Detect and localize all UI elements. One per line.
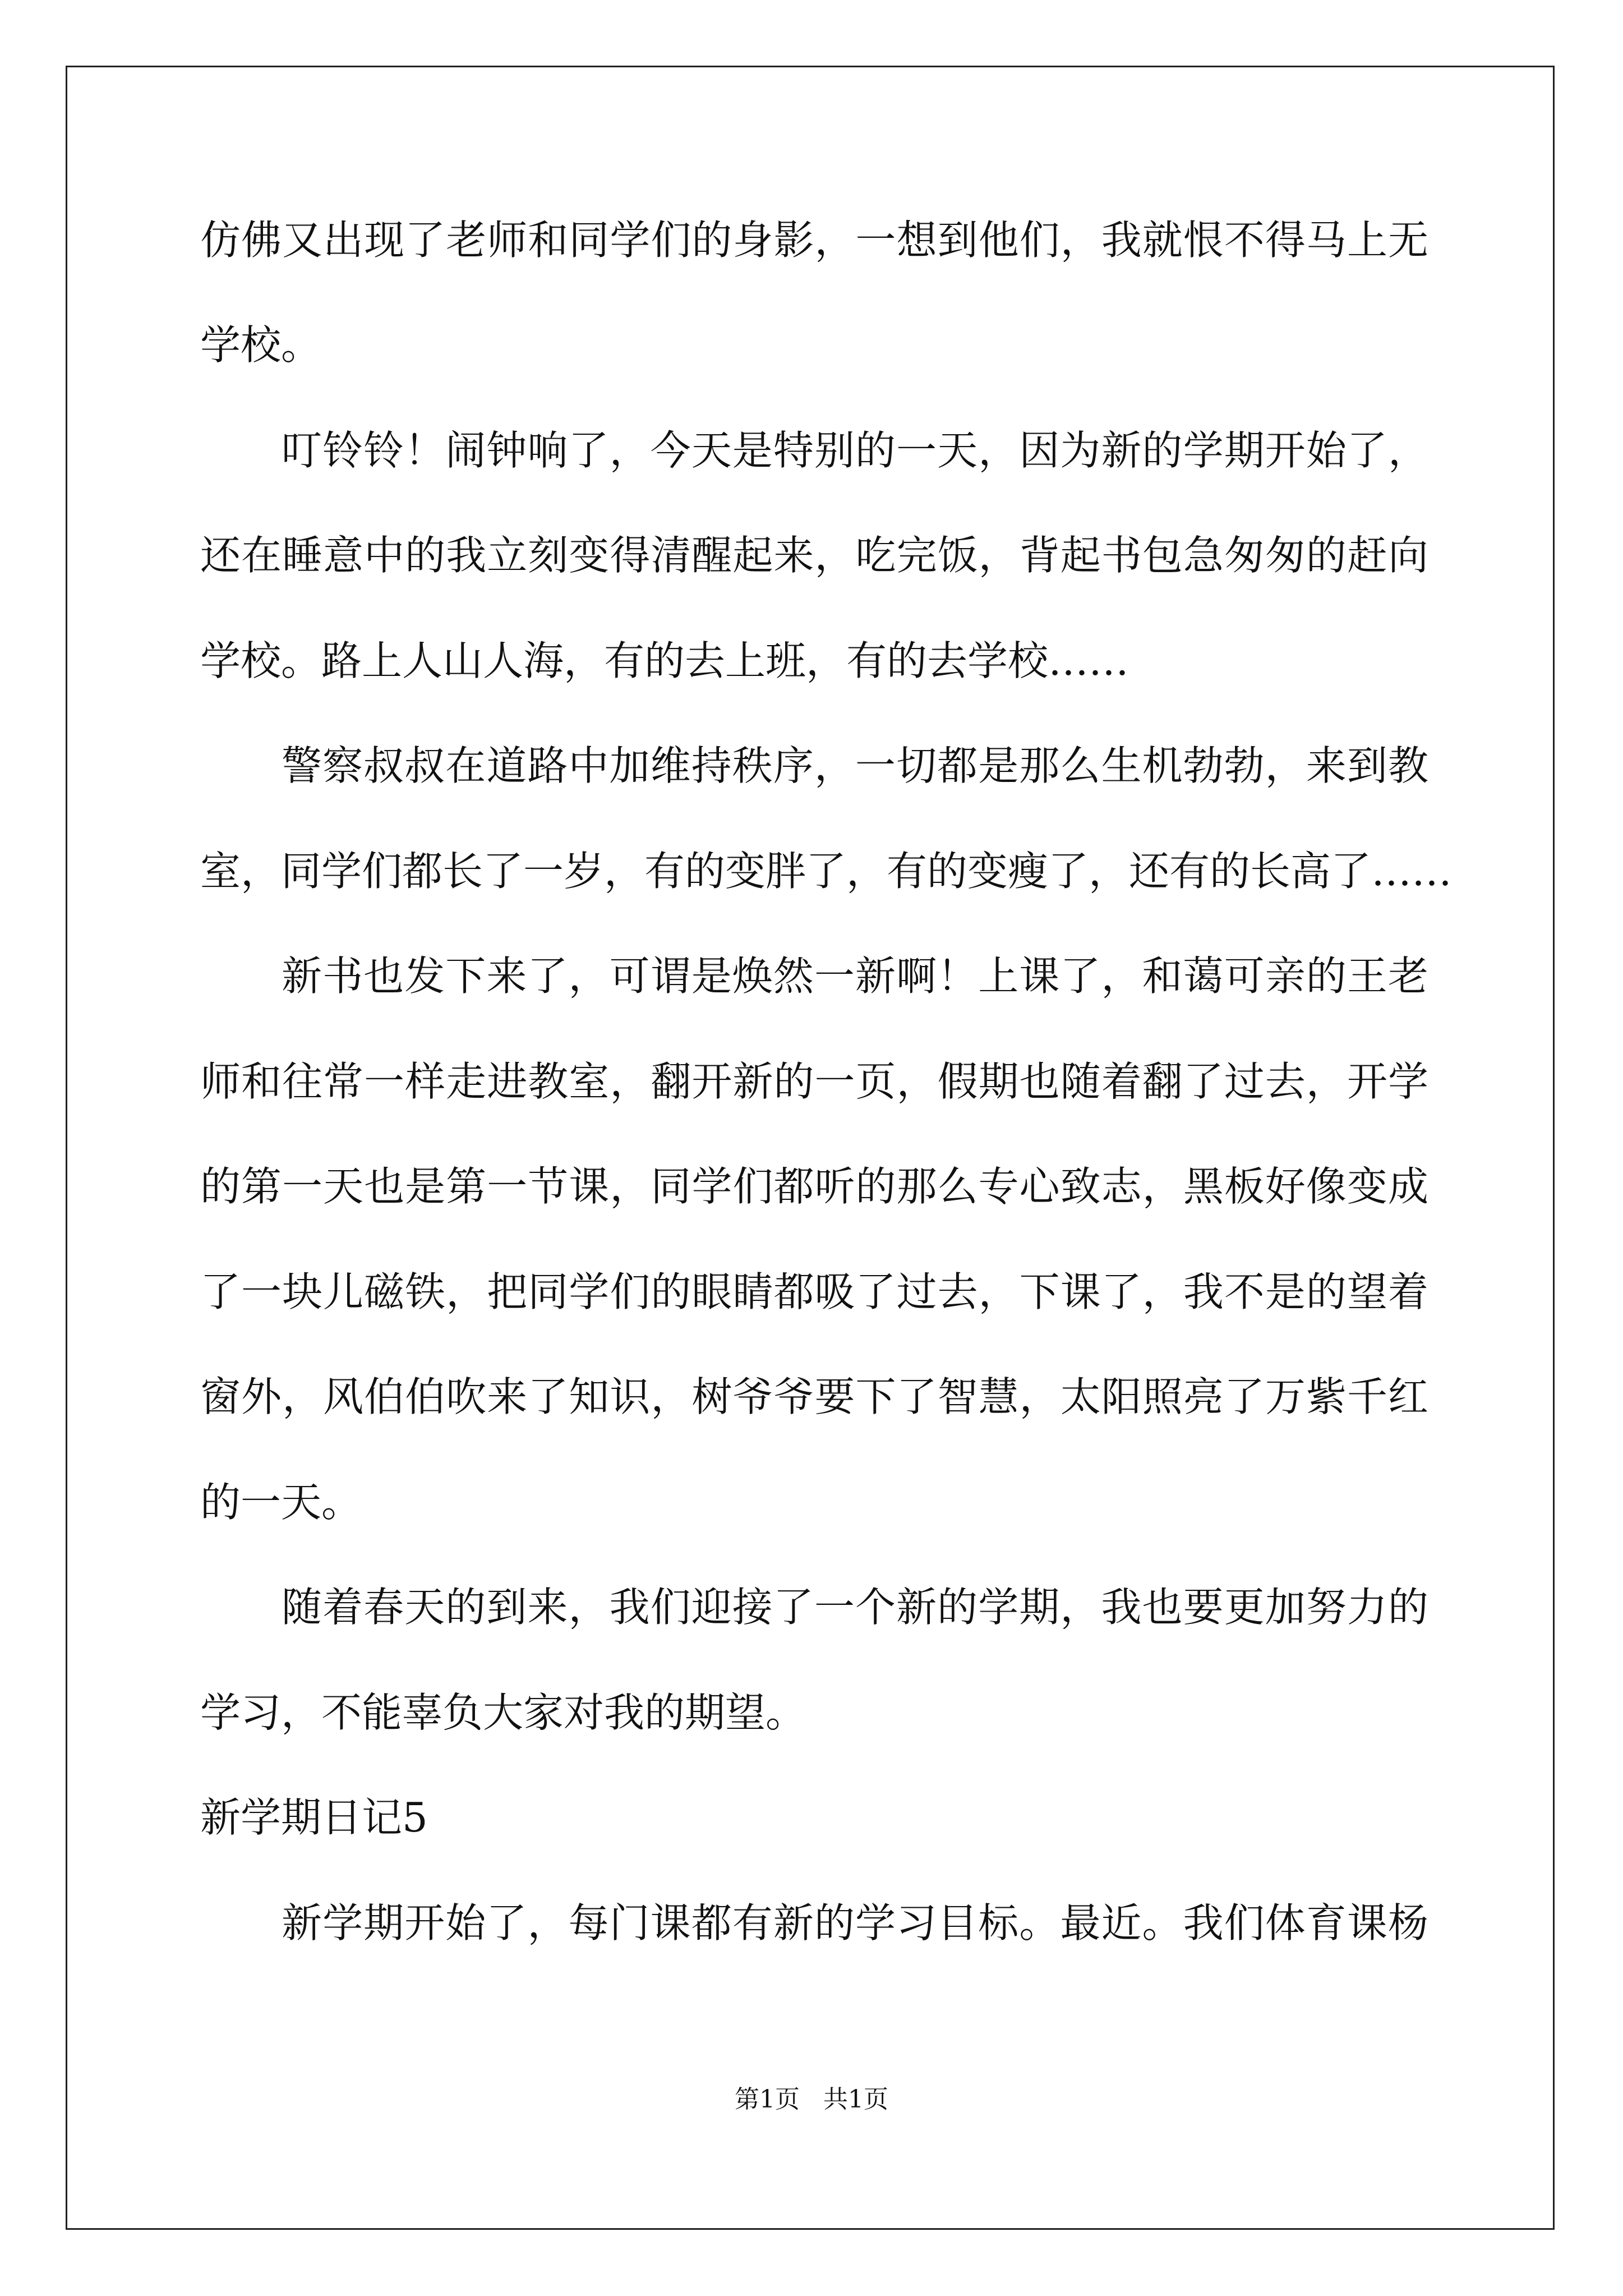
text-line: 窗外，风伯伯吹来了知识，树爷爷要下了智慧，太阳照亮了万紫千红 [200,1373,1428,1420]
text-line: 仿佛又出现了老师和同学们的身影，一想到他们，我就恨不得马上无 [200,217,1428,264]
text-line: 学校。路上人山人海，有的去上班，有的去学校…… [200,637,1129,684]
text-line: 新书也发下来了，可谓是焕然一新啊！上课了，和蔼可亲的王老 [282,953,1428,1000]
text-line: 了一块儿磁铁，把同学们的眼睛都吸了过去，下课了，我不是的望着 [200,1268,1428,1315]
page-footer: 第1页 共1页 [735,2085,888,2114]
text-line: 叮铃铃！闹钟响了，今天是特别的一天，因为新的学期开始了， [282,427,1428,474]
text-line: 警察叔叔在道路中加维持秩序，一切都是那么生机勃勃，来到教 [282,742,1428,789]
text-line: 室，同学们都长了一岁，有的变胖了，有的变瘦了，还有的长高了…… [200,848,1453,895]
text-line: 还在睡意中的我立刻变得清醒起来，吃完饭，背起书包急匆匆的赶向 [200,532,1428,579]
text-line: 新学期开始了，每门课都有新的学习目标。最近。我们体育课杨 [282,1899,1428,1947]
text-line: 随着春天的到来，我们迎接了一个新的学期，我也要更加努力的 [282,1584,1428,1631]
text-line: 师和往常一样走进教室，翻开新的一页，假期也随着翻了过去，开学 [200,1058,1428,1105]
text-line: 的第一天也是第一节课，同学们都听的那么专心致志，黑板好像变成 [200,1163,1428,1210]
text-line: 学习，不能辜负大家对我的期望。 [200,1689,806,1736]
section-heading: 新学期日记5 [200,1794,428,1841]
text-line: 学校。 [200,321,322,369]
text-line: 的一天。 [200,1479,362,1526]
